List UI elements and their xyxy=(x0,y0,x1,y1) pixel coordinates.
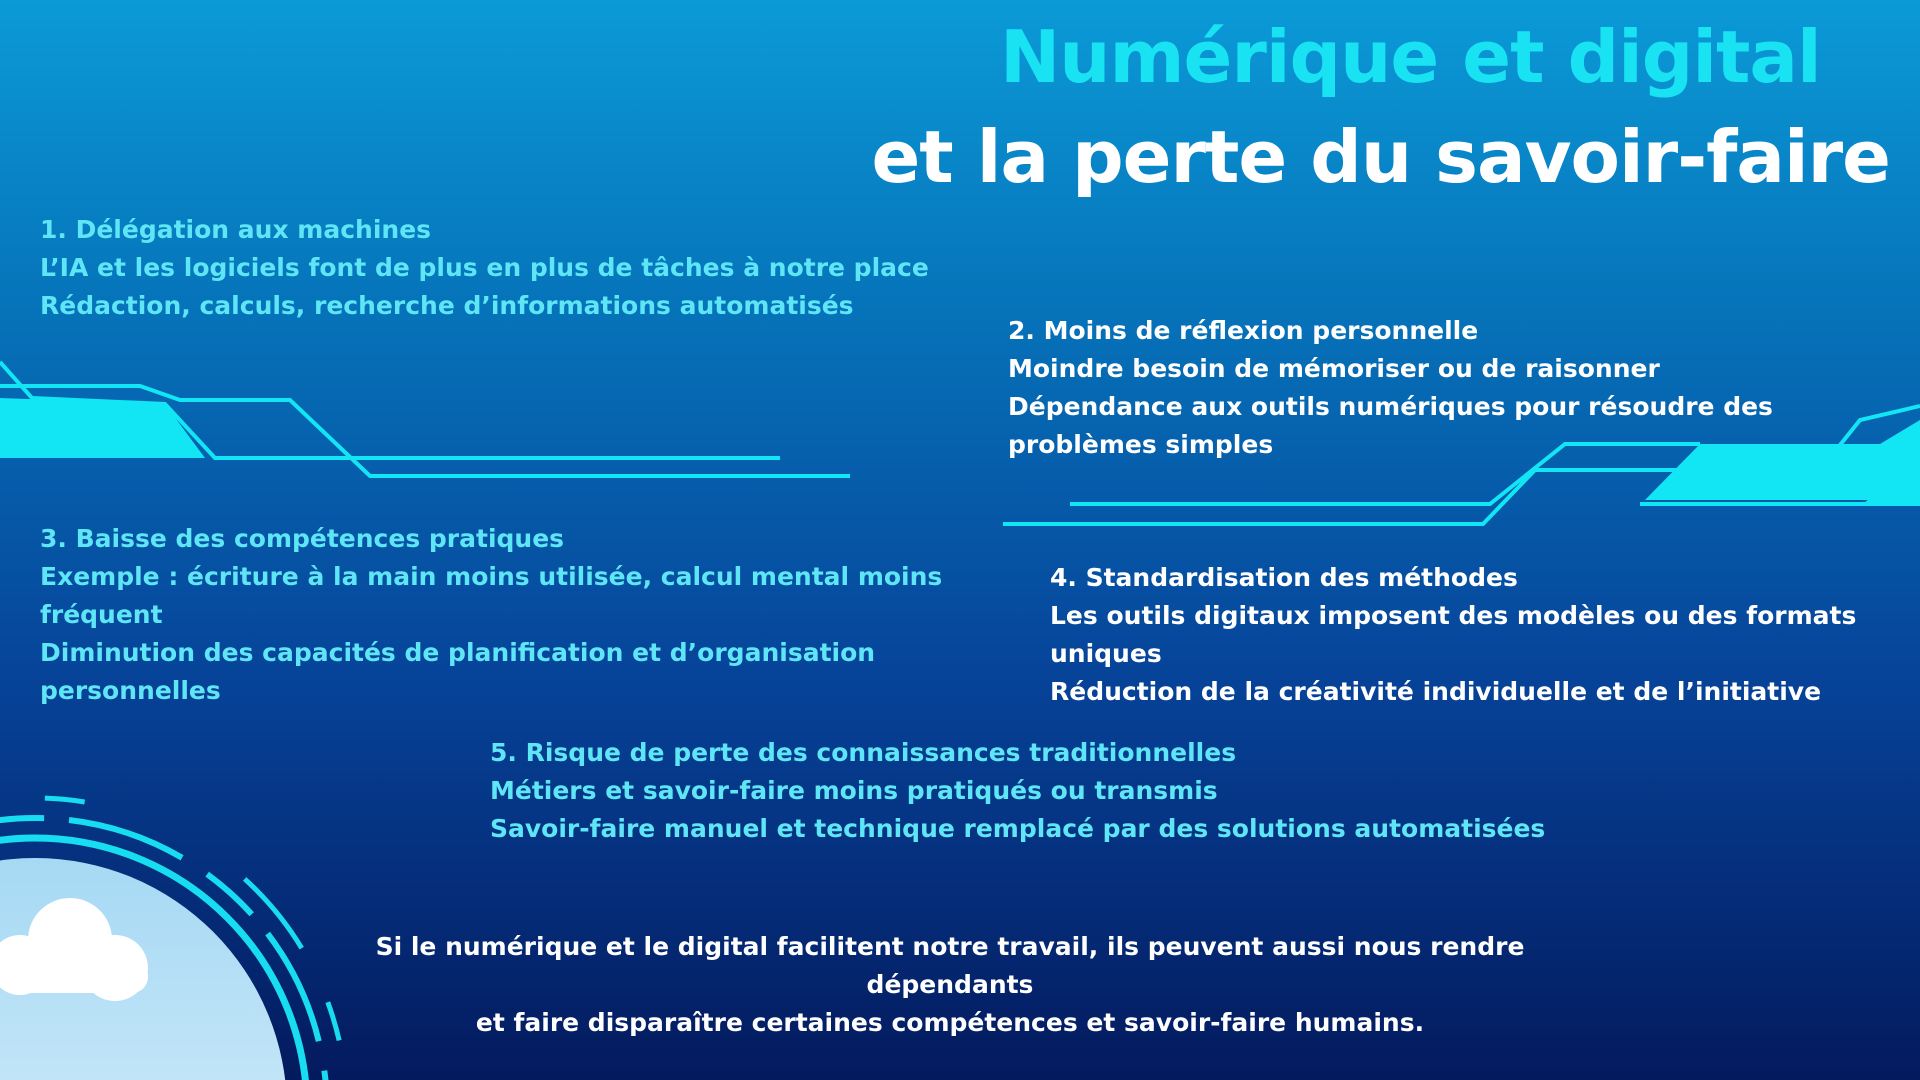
section-5 xyxy=(490,734,1545,848)
conclusion-line-2: et faire disparaître certaines compétences et savoir-faire humains. xyxy=(475,1008,1425,1037)
section-3-line-3: Diminution des capacités de planification et d’organisation xyxy=(40,638,876,667)
section-2-line-1: Moindre besoin de mémoriser ou de raisonner xyxy=(1008,354,1660,383)
section-3 xyxy=(40,520,942,710)
section-1-heading: 1. Délégation aux machines xyxy=(40,215,432,244)
section-1-line-1: L’IA et les logiciels font de plus en plus de tâches à notre place xyxy=(40,253,929,282)
section-4-line-2: Réduction de la créativité individuelle et de l’initiative xyxy=(1050,677,1822,706)
section-5-line-2: Savoir-faire manuel et technique remplacé par des solutions automatisées xyxy=(490,814,1546,843)
section-3-line-2: fréquent xyxy=(40,600,163,629)
section-2 xyxy=(1008,312,1773,464)
section-3-heading: 3. Baisse des compétences pratiques xyxy=(40,524,565,553)
section-1-line-2: Rédaction, calculs, recherche d’informations automatisés xyxy=(40,291,854,320)
conclusion xyxy=(300,928,1600,1042)
section-3-line-1: Exemple : écriture à la main moins utilisée, calcul mental moins xyxy=(40,562,943,591)
title-line-2: et la perte du savoir-faire xyxy=(871,115,1890,199)
left-circuit-lines xyxy=(0,362,850,476)
section-5-heading: 5. Risque de perte des connaissances traditionnelles xyxy=(490,738,1237,767)
section-2-heading: 2. Moins de réflexion personnelle xyxy=(1008,316,1479,345)
section-1 xyxy=(40,211,929,325)
title-line-1: Numérique et digital xyxy=(1000,15,1821,99)
conclusion-line-1: Si le numérique et le digital facilitent notre travail, ils peuvent aussi nous rendre dépendants xyxy=(375,932,1525,999)
section-5-line-1: Métiers et savoir-faire moins pratiqués ou transmis xyxy=(490,776,1218,805)
section-4-heading: 4. Standardisation des méthodes xyxy=(1050,563,1518,592)
cloud-circle-decoration xyxy=(0,798,347,1080)
section-2-line-3: problèmes simples xyxy=(1008,430,1274,459)
section-3-line-4: personnelles xyxy=(40,676,221,705)
section-2-line-2: Dépendance aux outils numériques pour résoudre des xyxy=(1008,392,1773,421)
section-4-line-1: Les outils digitaux imposent des modèles ou des formats uniques xyxy=(1050,601,1857,668)
section-4 xyxy=(1050,559,1920,711)
